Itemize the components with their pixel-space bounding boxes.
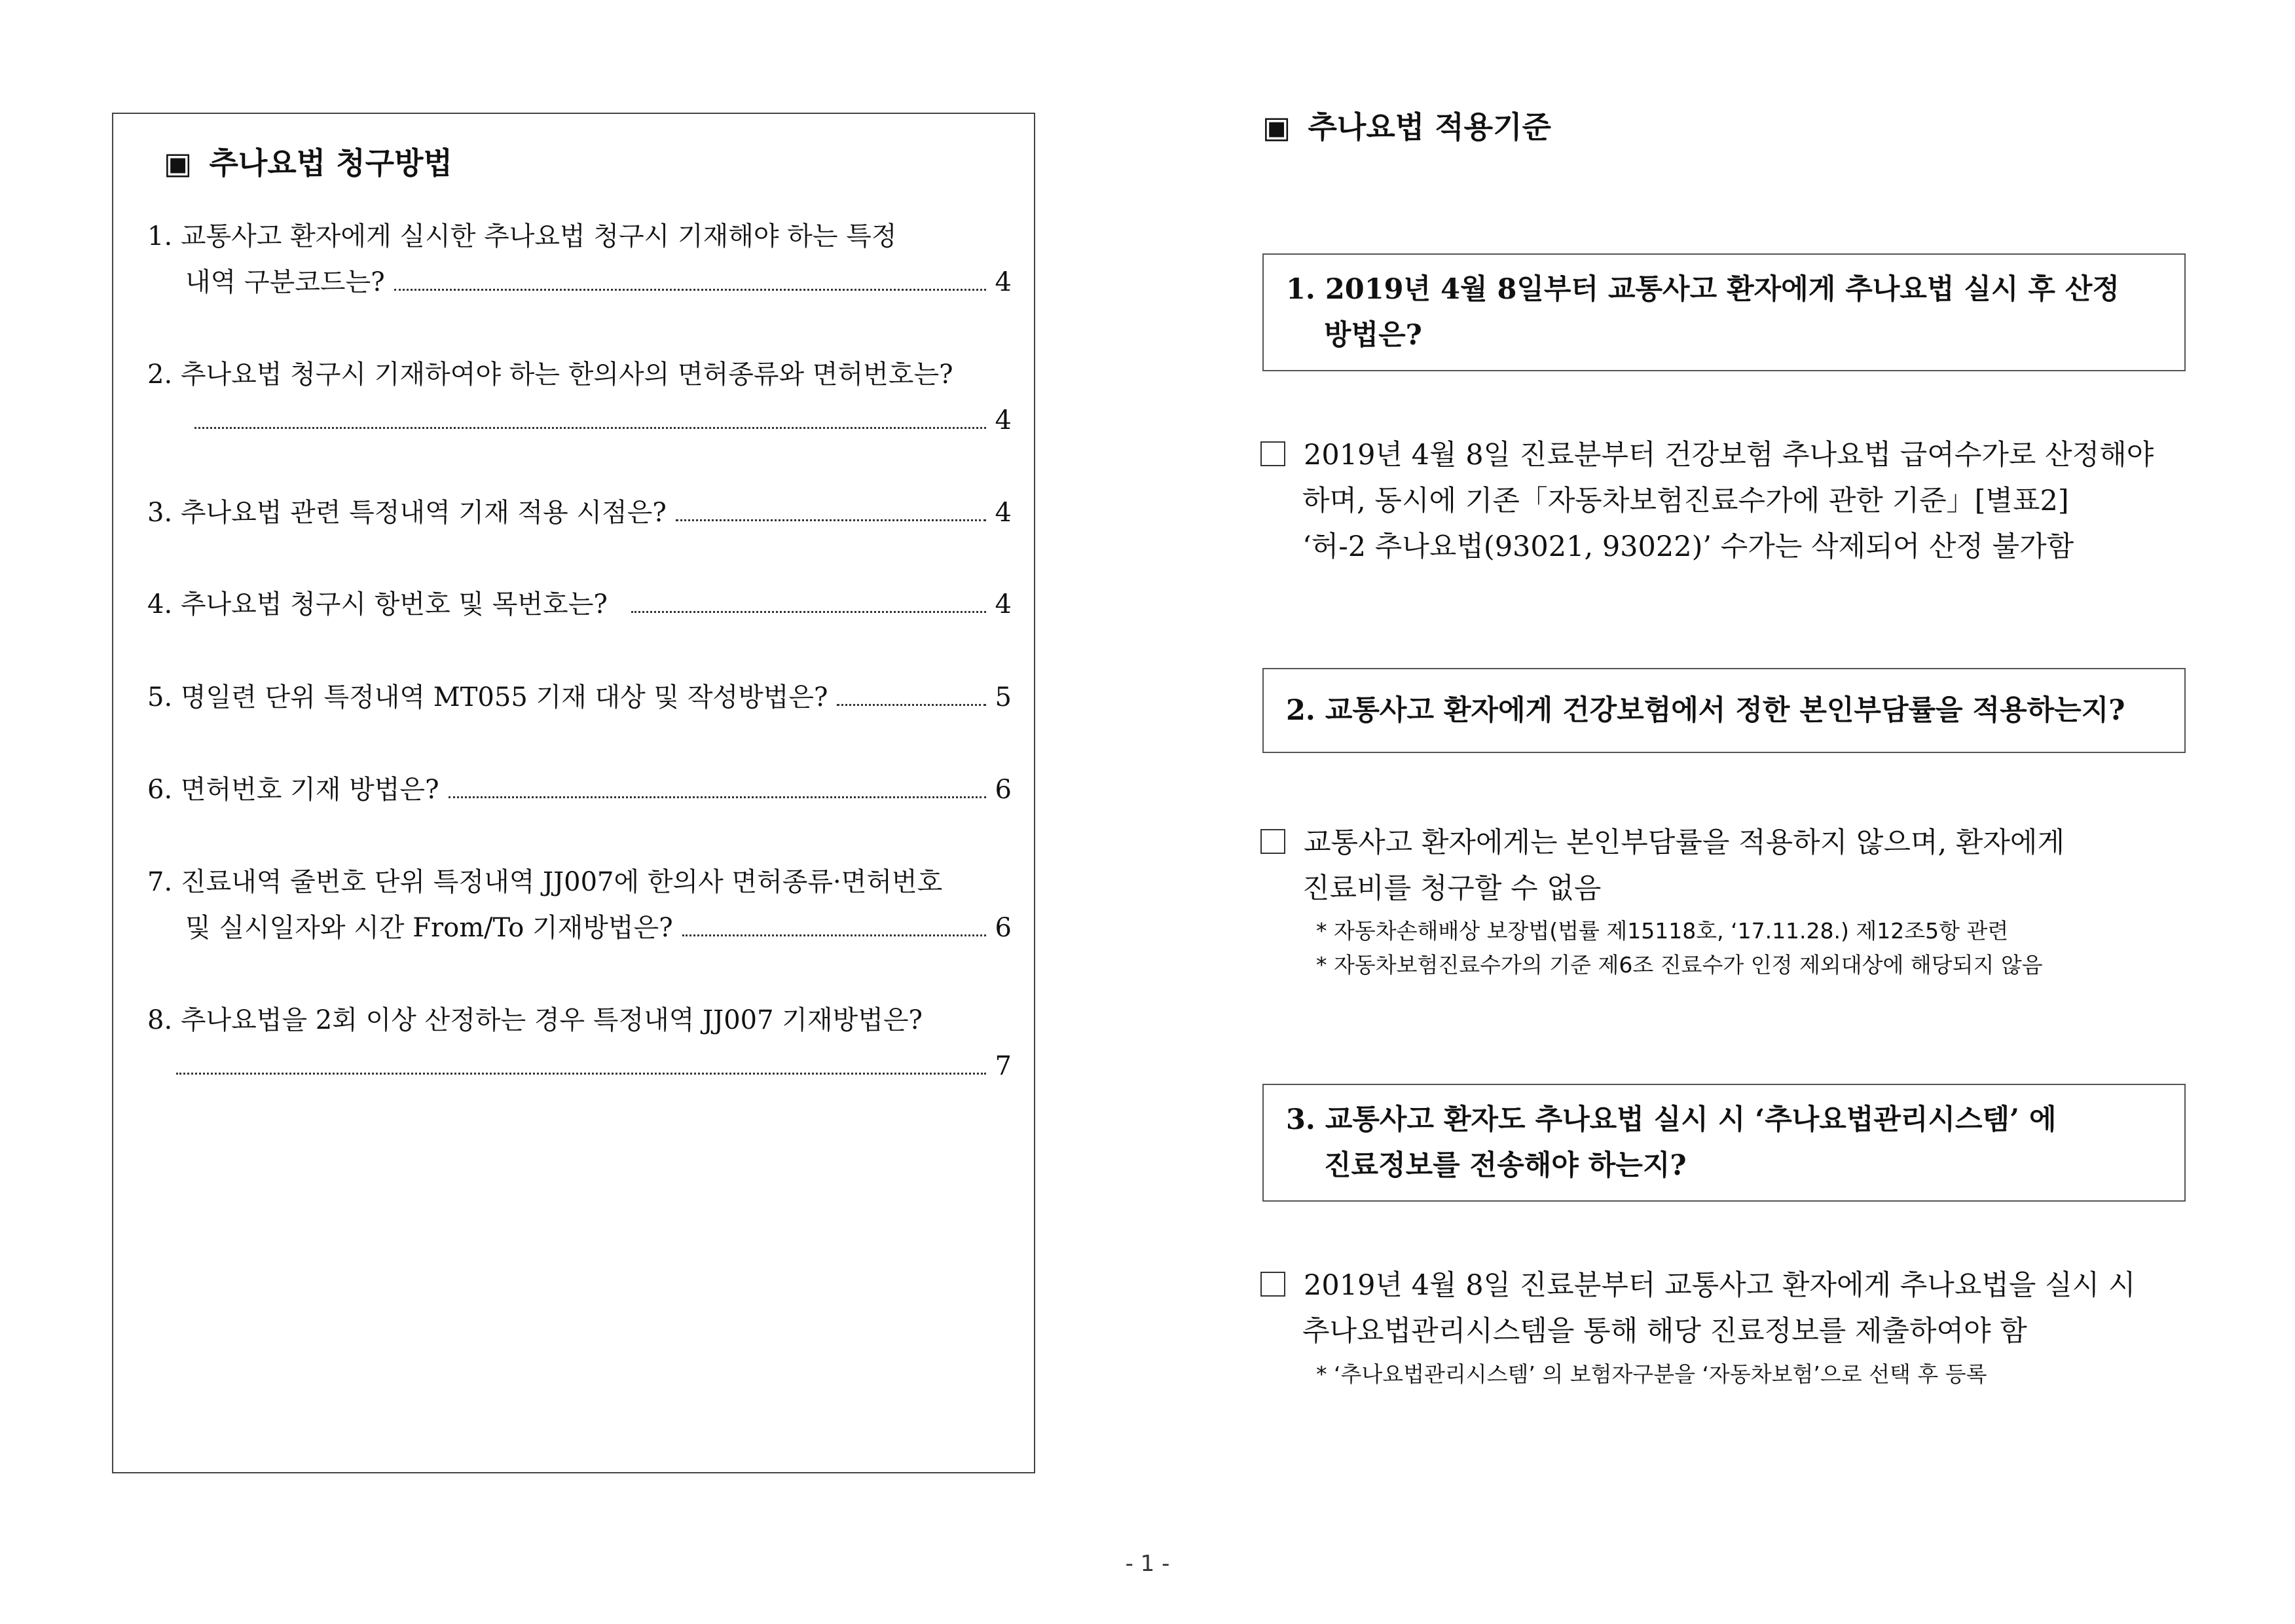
toc-item-5[interactable] [147,674,1012,720]
answer-2-line2: 진료비를 청구할 수 없음 [1302,872,1602,905]
left-heading-text: 추나요법 청구방법 [209,145,452,181]
right-heading [1262,103,1551,147]
toc-item-3-page: 4 [995,498,1012,528]
toc-item-6[interactable] [147,767,1012,813]
question-2-line1: 2. 교통사고 환자에게 건강보험에서 정한 본인부담률을 적용하는지? [1286,694,2125,727]
answer-3-line1: 2019년 4월 8일 진료분부터 교통사고 환자에게 추나요법을 실시 시 [1304,1269,2136,1302]
toc-item-1-page: 4 [995,267,1012,297]
toc-item-6-text: 6. 면허번호 기재 방법은? [147,775,439,805]
toc-item-5-text: 5. 명일련 단위 특정내역 MT055 기재 대상 및 작성방법은? [147,682,828,712]
toc-item-1-text: 1. 교통사고 환자에게 실시한 추나요법 청구시 기재해야 하는 특정 [147,221,897,251]
question-box-2 [1262,668,2186,753]
toc-leader-dots [676,519,986,521]
checkbox-square-icon [1260,441,1285,466]
toc-item-1[interactable] [147,213,1012,305]
question-3-line1: 3. 교통사고 환자도 추나요법 실시 시 ‘추나요법관리시스템’ 에 [1286,1103,2057,1136]
answer-2-line1: 교통사고 환자에게는 본인부담률을 적용하지 않으며, 환자에게 [1304,826,2065,859]
toc-leader-dots [682,934,986,936]
toc-item-8-page: 7 [995,1051,1012,1081]
toc-leader-dots [394,289,986,291]
toc-item-4-page: 4 [995,589,1012,619]
question-3-line2: 진료정보를 전송해야 하는지? [1324,1149,1687,1182]
answer-2 [1260,820,2190,912]
answer-1 [1260,432,2190,570]
toc-item-3[interactable] [147,490,1012,536]
answer-1-line2: 하며, 동시에 기존「자동차보험진료수가에 관한 기준」[별표2] [1302,485,2069,517]
square-bullet-icon: ▣ [164,145,193,181]
toc-leader-dots [194,427,986,429]
answer-2-note-2: * 자동차보험진료수가의 기준 제6조 진료수가 인정 제외대상에 해당되지 않음 [1316,952,2043,978]
page-number: - 1 - [1125,1551,1170,1577]
toc-item-7-text-cont: 및 실시일자와 시간 From/To 기재방법은? [185,913,673,943]
checkbox-square-icon [1260,829,1285,854]
question-1-line2: 방법은? [1324,319,1422,352]
toc-item-6-page: 6 [995,775,1012,805]
answer-3-note-1: * ‘추나요법관리시스템’ 의 보험자구분을 ‘자동차보험’으로 선택 후 등록 [1316,1361,1987,1387]
toc-leader-dots [837,704,985,706]
checkbox-square-icon [1260,1272,1285,1297]
question-box-3 [1262,1084,2186,1202]
toc-item-2-page: 4 [995,405,1012,435]
toc-leader-dots [449,796,986,798]
toc-item-4[interactable] [147,581,1012,627]
question-1-line1: 1. 2019년 4월 8일부터 교통사고 환자에게 추나요법 실시 후 산정 [1286,273,2120,306]
answer-1-line1: 2019년 4월 8일 진료분부터 건강보험 추나요법 급여수가로 산정해야 [1304,439,2154,471]
left-heading [164,139,452,183]
toc-item-7-text: 7. 진료내역 줄번호 단위 특정내역 JJ007에 한의사 면허종류·면허번호 [147,867,943,897]
answer-3 [1260,1263,2190,1354]
toc-item-2[interactable] [147,352,1012,443]
answer-3-line2: 추나요법관리시스템을 통해 해당 진료정보를 제출하여야 함 [1302,1315,2027,1348]
toc-item-7-page: 6 [995,913,1012,943]
toc-item-5-page: 5 [995,682,1012,712]
toc-item-3-text: 3. 추나요법 관련 특정내역 기재 적용 시점은? [147,498,667,528]
question-box-1 [1262,253,2186,371]
right-heading-text: 추나요법 적용기준 [1308,109,1551,145]
answer-2-note-1: * 자동차손해배상 보장법(법률 제15118호, ‘17.11.28.) 제12조5항 관련 [1316,918,2009,944]
toc-item-8-text: 8. 추나요법을 2회 이상 산정하는 경우 특정내역 JJ007 기재방법은? [147,1005,923,1035]
toc-item-8[interactable] [147,997,1012,1089]
square-bullet-icon: ▣ [1262,109,1291,145]
toc-item-2-text: 2. 추나요법 청구시 기재하여야 하는 한의사의 면허종류와 면허번호는? [147,360,953,390]
toc-item-1-text-cont: 내역 구분코드는? [185,267,385,297]
answer-1-line3: ‘허-2 추나요법(93021, 93022)’ 수가는 삭제되어 산정 불가함 [1302,530,2074,563]
toc-leader-dots [176,1073,986,1075]
toc-item-7[interactable] [147,859,1012,951]
toc-leader-dots [631,611,986,613]
toc-item-4-text: 4. 추나요법 청구시 항번호 및 목번호는? [147,589,608,619]
